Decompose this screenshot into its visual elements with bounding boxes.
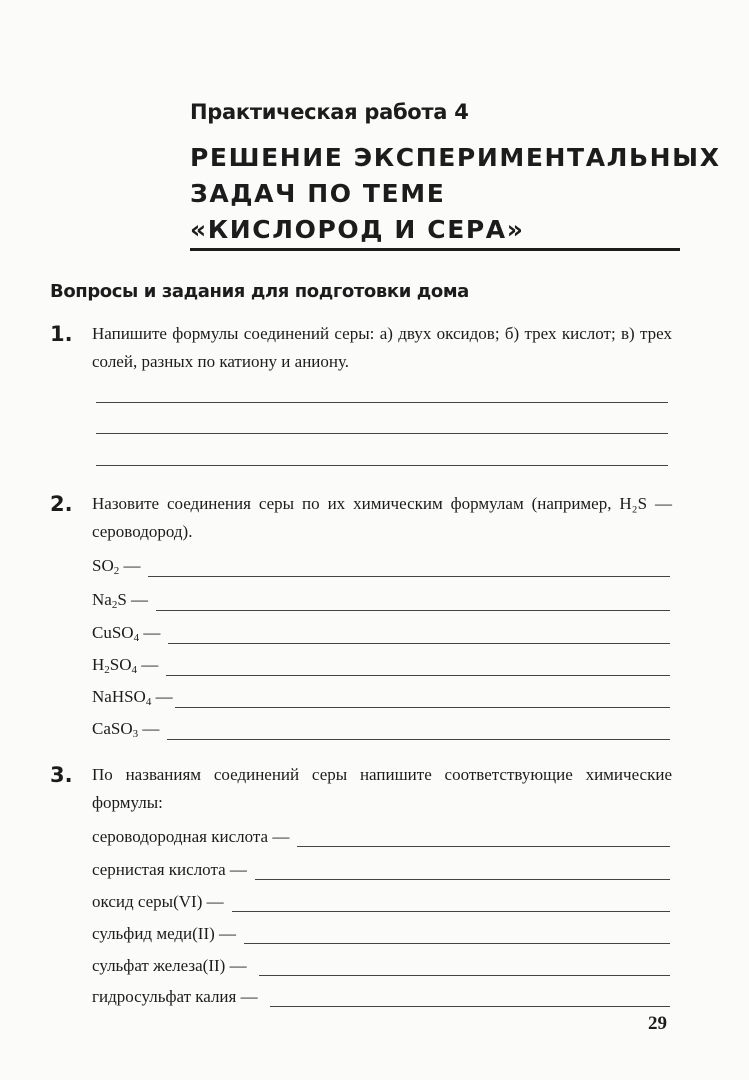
title-line-2: ЗАДАЧ ПО ТЕМЕ: [190, 179, 446, 208]
answer-field-name-3[interactable]: [232, 897, 670, 912]
name-row-4: [92, 924, 670, 944]
answer-field-name-2[interactable]: [255, 865, 670, 880]
answer-field-caso3[interactable]: [167, 725, 670, 740]
answer-field-nahso4[interactable]: [175, 693, 670, 708]
answer-line-1-2[interactable]: [96, 433, 668, 434]
compound-name-label: сернистая кислота —: [92, 860, 247, 879]
question-1-number: 1.: [50, 322, 73, 346]
compound-name-label: сульфид меди(II) —: [92, 924, 237, 943]
formula-label: CuSO$_4$ —: [92, 623, 161, 644]
formula-row-na2s: [92, 590, 670, 611]
formula-label: $Na_2S$ —: [92, 590, 149, 611]
name-row-1: [92, 827, 670, 847]
question-2-text: Назовите соединения серы по их химическим формулам (например, H₂S — сероводород).: [92, 494, 672, 541]
title-line-3: «КИСЛОРОД И СЕРА»: [190, 215, 525, 244]
compound-name-label: гидросульфат калия —: [92, 987, 258, 1006]
question-1-text: Напишите формулы соединений серы: а) двух оксидов; б) трех кислот; в) трех солей, разных по катиону и аниону.: [92, 324, 672, 371]
name-row-3: [92, 892, 670, 912]
formula-row-caso3: [92, 719, 670, 740]
page-number: 29: [648, 1013, 667, 1034]
formula-row-nahso4: [92, 687, 670, 708]
answer-field-name-6[interactable]: [270, 992, 670, 1007]
answer-field-na2s[interactable]: [156, 596, 670, 611]
answer-line-1-1[interactable]: [96, 402, 668, 403]
formula-row-h2so4: [92, 655, 670, 676]
answer-field-so2[interactable]: [148, 562, 670, 577]
section-heading: Вопросы и задания для подготовки дома: [50, 281, 469, 302]
practical-work-subtitle: Практическая работа 4: [190, 100, 469, 124]
compound-name-label: оксид серы(VI) —: [92, 892, 224, 911]
formula-label: $SO_2$ —: [92, 556, 141, 577]
title-line-1: РЕШЕНИЕ ЭКСПЕРИМЕНТАЛЬНЫХ: [190, 143, 721, 172]
question-3-text: По названиям соединений серы напишите соответствующие химические формулы:: [92, 765, 672, 812]
formula-row-cuso4: [92, 623, 670, 644]
compound-name-label: сульфат железа(II) —: [92, 956, 247, 975]
name-row-2: [92, 860, 670, 880]
answer-field-name-1[interactable]: [297, 832, 670, 847]
formula-row-so2: [92, 556, 670, 577]
answer-field-cuso4[interactable]: [168, 629, 670, 644]
formula-label: NaHSO$_4$ —: [92, 687, 173, 708]
name-row-6: [92, 987, 670, 1007]
answer-field-name-5[interactable]: [259, 961, 670, 976]
name-row-5: [92, 956, 670, 976]
answer-field-name-4[interactable]: [244, 929, 670, 944]
answer-line-1-3[interactable]: [96, 465, 668, 466]
question-2-number: 2.: [50, 492, 73, 516]
compound-name-label: сероводородная кислота —: [92, 827, 290, 846]
answer-field-h2so4[interactable]: [166, 661, 670, 676]
formula-label: $H_2SO_4$ —: [92, 655, 159, 676]
title-divider: [190, 248, 680, 251]
question-3-number: 3.: [50, 763, 73, 787]
formula-label: CaSO$_3$ —: [92, 719, 160, 740]
